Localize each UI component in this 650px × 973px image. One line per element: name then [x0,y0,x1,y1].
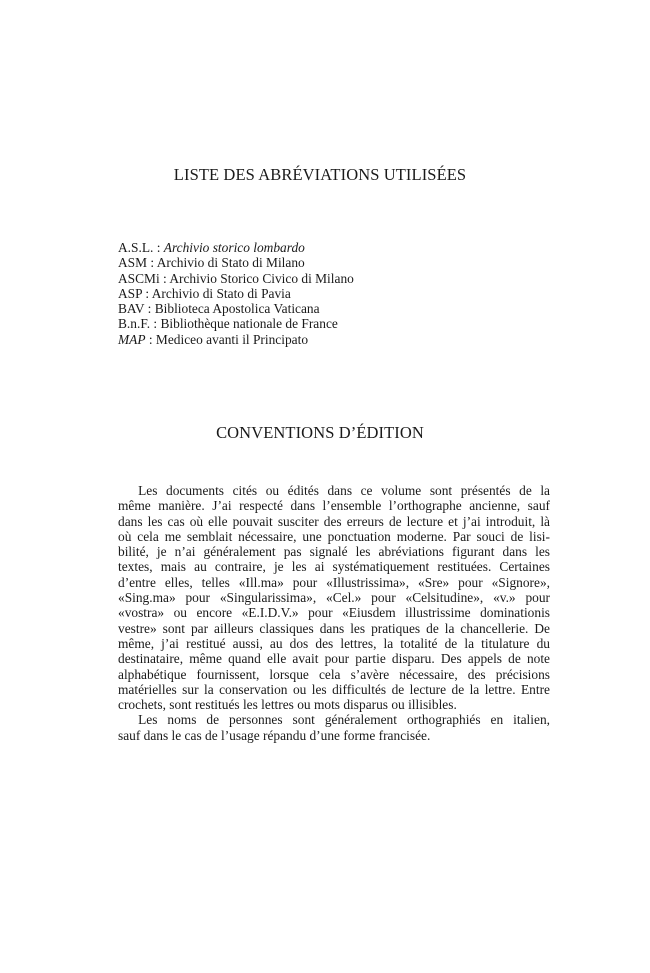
abbreviation-term: ASP : [118,285,152,301]
paragraph-1 [118,483,550,712]
abbreviation-expansion: Archivio di Stato di Milano [156,255,305,271]
text-line: Les documents cités ou édités dans ce volume sont présentés de la [118,483,550,498]
abbreviation-term: B.n.F. : [118,316,161,332]
text-line: d’entre elles, telles «Ill.ma» pour «Illustrissima», «Sre» pour «Signore», [118,574,550,590]
text-line: crochets, sont restitués les lettres ou mots disparus ou illisibles. [118,697,457,713]
heading-conventions: CONVENTIONS D’ÉDITION [216,423,424,442]
text-line: dans les cas où elle pouvait susciter des erreurs de lecture et j’ai introduit, là [118,513,550,529]
text-line: sauf dans le cas de l’usage répandu d’une forme francisée. [118,727,431,743]
abbreviation-entry [118,316,354,331]
text-line: «vostra» ou encore «E.I.D.V.» pour «Eiusdem illustrissime dominationis [118,605,550,621]
text-line: «Sing.ma» pour «Singularissima», «Cel.» pour «Celsitudine», «v.» pour [118,590,550,606]
abbreviation-term: BAV : [118,301,155,317]
heading-abbreviations: LISTE DES ABRÉVIATIONS UTILISÉES [173,165,467,184]
abbreviation-expansion: Archivio storico lombardo [163,240,305,255]
text-line: même, j’ai restitué aussi, au dos des lettres, la totalité de la titulature du [118,635,550,651]
paragraph-2 [118,712,550,743]
abbreviation-entry [118,255,354,270]
abbreviation-term: ASCMi : [118,270,170,286]
abbreviation-entry [118,286,354,301]
text-line: matérielles sur la conservation ou les difficultés de lecture de la lettre. Entre [118,681,550,697]
text-line: textes, mais au contraire, je les ai systématiquement restituées. Certaines [118,559,550,575]
abbreviation-expansion: : Mediceo avanti il Principato [145,331,309,347]
abbreviation-expansion: Bibliothèque nationale de France [160,316,338,332]
text-line: bilité, je n’ai généralement pas signalé les abréviations figurant dans les [118,544,550,560]
text-line: alphabétique fournissent, lorsque cela s’avère nécessaire, des précisions [118,666,550,682]
abbreviations-list [118,240,354,347]
abbreviation-expansion: Archivio Storico Civico di Milano [169,270,354,286]
abbreviation-expansion: Archivio di Stato di Pavia [151,285,291,301]
abbreviation-entry [118,301,354,316]
text-line: Les noms de personnes sont généralement orthographiés en italien, [118,712,550,728]
text-line: où cela me semblait nécessaire, une ponctuation moderne. Par souci de lisi- [118,528,550,544]
abbreviation-entry [118,332,354,347]
conventions-body [118,483,550,743]
abbreviation-expansion: Biblioteca Apostolica Vaticana [154,301,320,317]
abbreviation-term: MAP [118,331,146,347]
abbreviation-term: ASM : [118,255,157,271]
abbreviation-entry [118,240,354,255]
text-line: destinataire, même quand elle avait pour partie disparu. Des appels de note [118,651,550,667]
text-line: même manière. J’ai respecté dans l’ensemble l’orthographe ancienne, sauf [118,498,550,514]
text-line: vestre» sont par ailleurs classiques dans les pratiques de la chancellerie. De [118,620,550,636]
abbreviation-entry [118,271,354,286]
abbreviation-term: A.S.L. : [118,240,164,255]
